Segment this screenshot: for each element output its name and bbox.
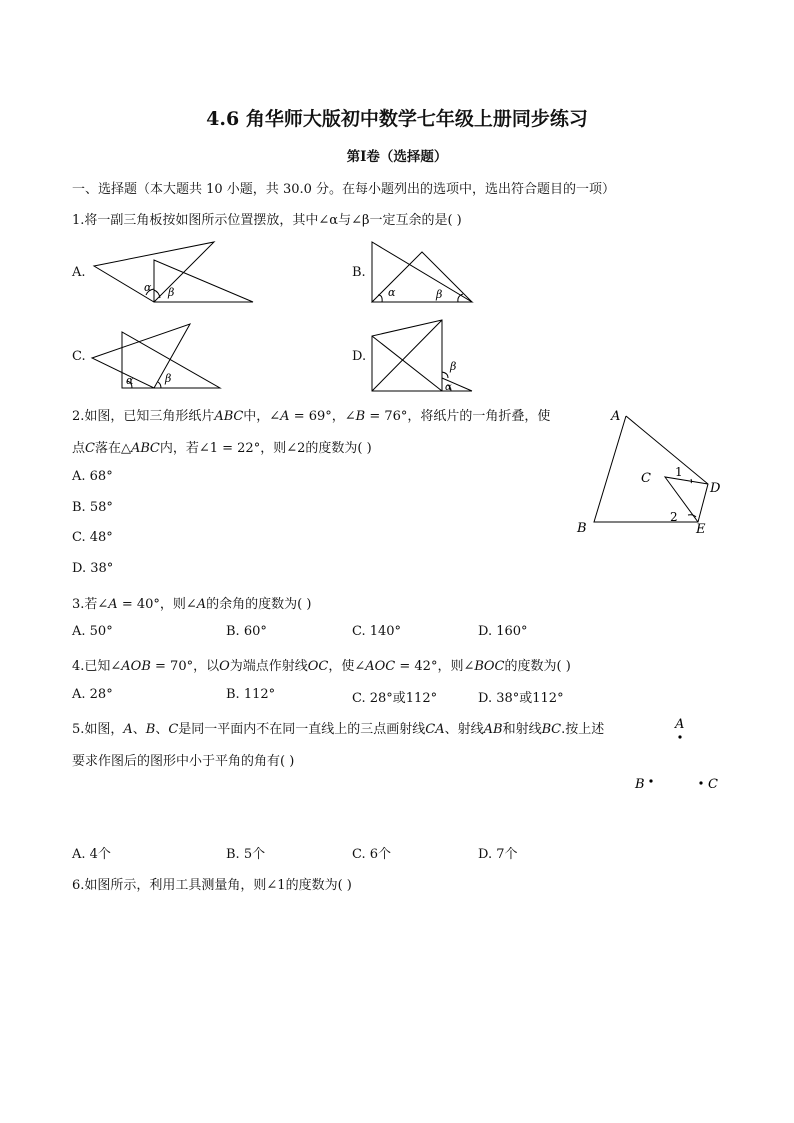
q4-option-b: B. 112° bbox=[226, 687, 276, 702]
q1-stem: 1.将一副三角板按如图所示位置摆放，其中∠α与∠β一定互余的是( ) bbox=[72, 213, 462, 228]
q3-stem: 3.若∠𝐴 = 40°，则∠𝐴的余角的度数为( ) bbox=[72, 597, 312, 612]
vertex-c-label: C bbox=[641, 471, 651, 486]
vertex-a-label: A bbox=[611, 409, 621, 424]
beta-label: β bbox=[436, 288, 443, 301]
q6-stem: 6.如图所示，利用工具测量角，则∠1的度数为( ) bbox=[72, 878, 352, 893]
alpha-label: α bbox=[445, 382, 452, 393]
section-heading: 一、选择题（本大题共 10 小题，共 30.0 分。在每小题列出的选项中，选出符合题目的一项） bbox=[72, 182, 616, 197]
q3-option-b: B. 60° bbox=[226, 624, 267, 639]
q2-stem-line1: 2.如图，已知三角形纸片𝐴𝐵𝐶中，∠𝐴 = 69°，∠𝐵 = 76°，将纸片的一角折叠，使 bbox=[72, 409, 551, 424]
q2-option-c: C. 48° bbox=[72, 530, 113, 545]
angle-1-label: 1 bbox=[675, 465, 683, 479]
beta-label: β bbox=[450, 360, 457, 373]
point-c-label: C bbox=[708, 777, 718, 792]
beta-label: β bbox=[165, 372, 172, 385]
q5-figure bbox=[628, 710, 728, 800]
angle-2-label: 2 bbox=[670, 510, 678, 524]
q4-option-a: A. 28° bbox=[72, 687, 113, 702]
q3-option-d: D. 160° bbox=[478, 624, 528, 639]
vertex-b-label: B bbox=[577, 521, 587, 536]
q1-figure-a bbox=[88, 240, 258, 305]
vertex-d-label: D bbox=[710, 481, 721, 496]
q5-option-b: B. 5个 bbox=[226, 847, 266, 862]
q2-figure bbox=[570, 400, 730, 540]
q5-option-a: A. 4个 bbox=[72, 847, 111, 862]
q4-option-d: D. 38°或112° bbox=[478, 691, 564, 706]
beta-label: β bbox=[168, 286, 175, 299]
q5-option-c: C. 6个 bbox=[352, 847, 392, 862]
point-c bbox=[699, 781, 702, 784]
q1-figure-d bbox=[368, 316, 476, 394]
q2-option-d: D. 38° bbox=[72, 561, 114, 576]
q3-option-c: C. 140° bbox=[352, 624, 402, 639]
vertex-e-label: E bbox=[696, 522, 706, 537]
point-b bbox=[649, 779, 652, 782]
point-a-label: A bbox=[675, 717, 685, 732]
q4-option-c: C. 28°或112° bbox=[352, 691, 438, 706]
q1-option-c: C. bbox=[72, 349, 86, 364]
q5-stem-line2: 要求作图后的图形中小于平角的角有( ) bbox=[72, 754, 295, 769]
alpha-label: α bbox=[388, 286, 396, 299]
q1-option-a: A. bbox=[72, 265, 86, 280]
alpha-label: α bbox=[144, 281, 152, 294]
q5-option-d: D. 7个 bbox=[478, 847, 518, 862]
q1-figure-b bbox=[368, 240, 476, 305]
q3-option-a: A. 50° bbox=[72, 624, 113, 639]
q1-option-d: D. bbox=[352, 349, 367, 364]
point-a bbox=[678, 735, 681, 738]
q4-stem: 4.已知∠𝐴𝑂𝐵 = 70°，以𝑂为端点作射线𝑂𝐶，使∠𝐴𝑂𝐶 = 42°，则∠𝐵𝑂𝐶的度数为( ) bbox=[72, 659, 571, 674]
q2-stem-line2: 点𝐶落在△𝐴𝐵𝐶内，若∠1 = 22°，则∠2的度数为( ) bbox=[72, 441, 372, 456]
volume-heading: 第Ⅰ卷（选择题） bbox=[346, 149, 448, 165]
page-title: 4.6 角华师大版初中数学七年级上册同步练习 bbox=[206, 108, 588, 130]
alpha-label: α bbox=[126, 374, 134, 387]
q2-option-b: B. 58° bbox=[72, 500, 113, 515]
q2-option-a: A. 68° bbox=[72, 469, 113, 484]
q5-stem-line1: 5.如图，𝐴、𝐵、𝐶是同一平面内不在同一直线上的三点画射线𝐶𝐴、射线𝐴𝐵和射线𝐵𝐶.按上述 bbox=[72, 722, 605, 737]
q1-figure-c bbox=[88, 320, 228, 392]
q1-option-b: B. bbox=[352, 265, 366, 280]
point-b-label: B bbox=[635, 777, 645, 792]
